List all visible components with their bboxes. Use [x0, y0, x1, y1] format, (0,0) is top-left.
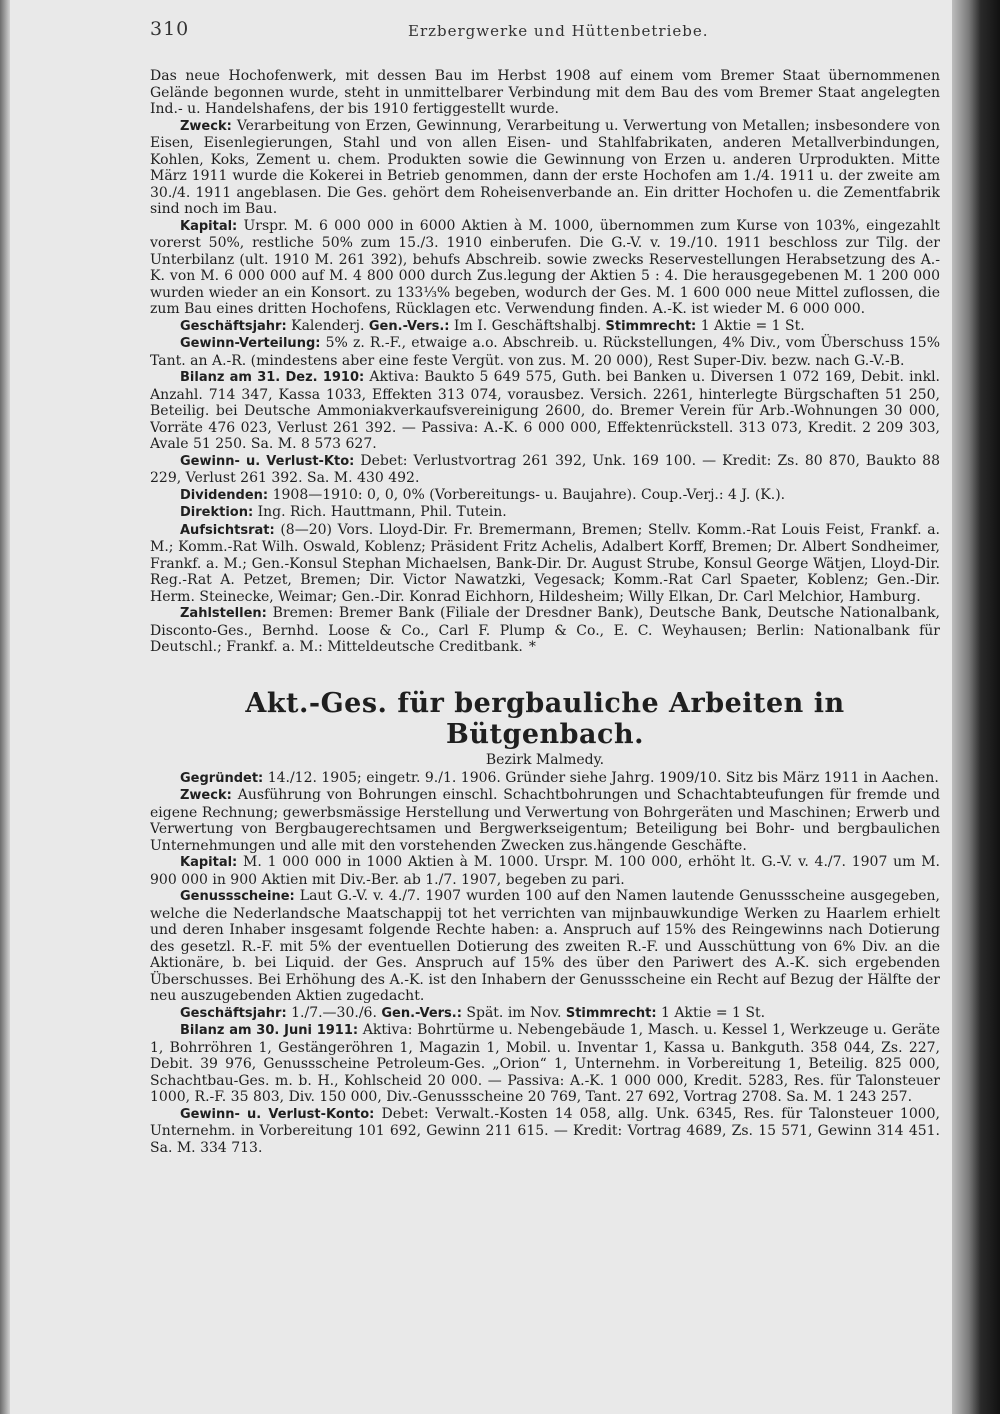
stimmrecht2-label: Stimmrecht:	[565, 1005, 657, 1021]
geschaeftsjahr-label: Geschäftsjahr:	[180, 318, 287, 334]
bilanz2-label: Bilanz am 30. Juni 1911:	[180, 1023, 359, 1038]
bilanz-paragraph	[150, 369, 940, 453]
genussscheine-text: Laut G.-V. v. 4./7. 1907 wurden 100 auf den Namen lautende Genussscheine ausgegeben, welche die Nederlandsche Maatschappij tot het verrichten van mijnbauwkundige Werken zu Haarlem erhielt und deren Inhaber insgesamt folgende Rechte haben: a. Anspruch auf 15% des Reingewinns nach Dotierung des gesetzl. R.-F. mit 5% der eventuellen Dotierung des zweiten R.-F. und Ausschüttung von 6% Div. an die Aktionäre, b. bei Liquid. der Ges. Anspruch auf 15% des über den Pariwert des A.-K. sich ergebenden Überschusses. Bei Erhöhung des A.-K. ist den Inhabern der Genussscheine ein Recht auf Bezug der Hälfte der neu auszugebenden Aktien zugedacht.	[150, 888, 940, 1004]
kapital2-text: M. 1 000 000 in 1000 Aktien à M. 1000. Urspr. M. 100 000, erhöht lt. G.-V. v. 4./7. 1907 um M. 900 000 in 900 Aktien mit Div.-Ber. ab 1./7. 1907, begeben zu pari.	[150, 854, 940, 888]
geschaeftsjahr-paragraph	[150, 318, 940, 336]
zahlstellen-text: Bremen: Bremer Bank (Filiale der Dresdner Bank), Deutsche Bank, Deutsche Nationalbank, Disconto-Ges., Bernhd. Loose & Co., Carl F. Plump & Co., E. C. Weyhausen; Berlin: Nationalbank für Deutschl.; Frankf. a. M.: Mitteldeutsche Creditbank.	[150, 605, 940, 655]
guv-paragraph	[150, 453, 940, 487]
direktion-label: Direktion:	[180, 505, 254, 520]
gewinnverteilung-text: 5% z. R.-F., etwaige a.o. Abschreib. u. Rückstellungen, 4% Div., vom Überschuss 15% Tant. an A.-R. (mindestens aber eine feste Vergüt. von zus. M. 20 000), Rest Super-Div. bezw. nach G.-V.-B.	[150, 335, 940, 369]
kapital-label: Kapital:	[180, 218, 238, 234]
guv-label: Gewinn- u. Verlust-Kto:	[180, 453, 355, 469]
genussscheine-label: Genussscheine:	[180, 889, 295, 904]
stimmrecht2-text: 1 Aktie = 1 St.	[656, 1004, 766, 1021]
genvers2-label: Gen.-Vers.:	[381, 1005, 462, 1021]
document-page	[150, 18, 940, 1398]
zweck2-label: Zweck:	[180, 788, 232, 803]
stimmrecht-text: 1 Aktie = 1 St.	[696, 317, 805, 334]
guv-text: Debet: Verlustvortrag 261 392, Unk. 169 100. — Kredit: Zs. 80 870, Baukto 88 229, Verlust 261 392. Sa. M. 430 492.	[150, 452, 940, 486]
zahlstellen-label: Zahlstellen:	[180, 606, 267, 621]
page-number: 310	[150, 18, 190, 40]
company-district: Bezirk Malmedy.	[485, 751, 605, 768]
geschaeftsjahr2-paragraph	[150, 1005, 940, 1023]
intro-paragraph	[150, 68, 940, 118]
direktion-paragraph	[150, 504, 940, 522]
geschaeftsjahr2-label: Geschäftsjahr:	[180, 1005, 287, 1021]
gegruendet-label: Gegründet:	[180, 770, 264, 786]
aufsichtsrat-paragraph	[150, 522, 940, 606]
scan-edge-right	[952, 0, 1000, 1414]
genvers-label: Gen.-Vers.:	[368, 318, 450, 334]
dividenden-text: 1908—1910: 0, 0, 0% (Vorbereitungs- u. Baujahre). Coup.-Verj.: 4 J. (K.).	[268, 486, 786, 503]
company-entry-1	[150, 68, 940, 656]
gegruendet-text: 14./12. 1905; eingetr. 9./1. 1906. Gründer siehe Jahrg. 1909/10. Sitz bis März 1911 in Aachen.	[263, 769, 939, 786]
dividenden-paragraph	[150, 487, 940, 505]
kapital-paragraph	[150, 218, 940, 318]
scan-edge-left	[0, 0, 10, 1414]
aufsichtsrat-label: Aufsichtsrat:	[180, 522, 275, 538]
gegruendet-paragraph	[150, 770, 940, 788]
company-title: Akt.-Ges. für bergbauliche Arbeiten in Bütgenbach.	[245, 687, 845, 750]
gewinnverteilung-label: Gewinn-Verteilung:	[180, 336, 321, 351]
kapital2-paragraph	[150, 854, 940, 888]
direktion-text: Ing. Rich. Hauttmann, Phil. Tutein.	[253, 504, 507, 520]
geschaeftsjahr2-text: 1./7.—30./6.	[286, 1004, 382, 1021]
zweck2-paragraph	[150, 787, 940, 854]
stimmrecht-label: Stimmrecht:	[605, 318, 697, 334]
bilanz2-paragraph	[150, 1022, 940, 1106]
guv2-text: Debet: Verwalt.-Kosten 14 058, allg. Unk. 6345, Res. für Talonsteuer 1000, Unternehm. in Vorbereitung 101 692, Gewinn 211 615. — Kredit: Vortrag 4689, Zs. 15 571, Gewinn 314 451. Sa. M. 334 713.	[150, 1105, 940, 1156]
page-header	[150, 18, 940, 54]
gewinnverteilung-paragraph	[150, 335, 940, 369]
guv2-paragraph	[150, 1106, 940, 1157]
zweck2-text: Ausführung von Bohrungen einschl. Schachtbohrungen und Schachtabteufungen für fremde und eigene Rechnung; gewerbsmässige Herstellung und Verwertung von Bohrgeräten und Maschinen; Erwerb und Verwertung von Bergbaugerechtsamen und Bergwerkseigentum; Beteiligung bei Bohr- und bergbaulichen Unternehmungen und alle mit den vorstehenden Zwecken zus.hängende Geschäfte.	[150, 787, 940, 854]
genussscheine-paragraph	[150, 888, 940, 1005]
bilanz2-text: Aktiva: Bohrtürme u. Nebengebäude 1, Masch. u. Kessel 1, Werkzeuge u. Geräte 1, Bohrröhren 1, Gestängeröhren 1, Magazin 1, Mobil. u. Inventar 1, Kassa u. Bankguth. 358 044, Zs. 227, Debit. 39 976, Genussscheine Petroleum-Ges. „Orion“ 1, Unternehm. in Vorbereitung 1, Beteilig. 825 000, Schachtbau-Ges. m. b. H., Kohlscheid 20 000. — Passiva: A.-K. 1 000 000, Kredit. 5283, Res. für Talonsteuer 1000, R.-F. 35 803, Div. 150 000, Div.-Genussscheine 20 769, Tant. 27 692, Vortrag 2708. Sa. M. 1 243 257.	[150, 1022, 940, 1105]
kapital-text: Urspr. M. 6 000 000 in 6000 Aktien à M. 1000, übernommen zum Kurse von 103%, eingezahlt vorerst 50%, restliche 50% zum 15./3. 1910 einberufen. Die G.-V. v. 19./10. 1911 beschloss zur Tilg. der Unterbilanz (ult. 1910 M. 261 392), behufs Abschreib. sowie zwecks Reservestellungen Herabsetzung des A.-K. von M. 6 000 000 auf M. 4 800 000 durch Zus.legung der Aktien 5 : 4. Die herausgegebenen M. 1 200 000 wurden wieder an ein Konsort. zu 133⅓% begeben, wodurch der Ges. M. 1 600 000 neue Mittel zuflossen, die zum Bau eines dritten Hochofens, Rücklagen etc. Verwendung finden. A.-K. ist wieder M. 6 000 000.	[150, 217, 940, 317]
genvers-text: Im I. Geschäftshalbj.	[449, 317, 606, 334]
zweck-paragraph	[150, 118, 940, 218]
end-mark: *	[528, 639, 536, 655]
geschaeftsjahr-text: Kalenderj.	[286, 317, 369, 334]
company-entry-2	[150, 688, 940, 1157]
zweck-label: Zweck:	[180, 118, 232, 134]
bilanz-text: Aktiva: Baukto 5 649 575, Guth. bei Banken u. Diversen 1 072 169, Debit. inkl. Anzahl. 714 347, Kassa 1033, Effekten 313 074, vorausbez. Versich. 2261, hinterlegte Bürgschaften 51 250, Beteilig. bei Deutsche Ammoniakverkaufsvereinigung 2600, do. Bremer Verein für Arb.-Wohnungen 30 000, Vorräte 476 023, Verlust 261 392. — Passiva: A.-K. 6 000 000, Effektenrückstell. 313 073, Kredit. 2 209 303, Avale 51 250. Sa. M. 8 573 627.	[150, 369, 940, 452]
zahlstellen-paragraph	[150, 605, 940, 656]
guv2-label: Gewinn- u. Verlust-Konto:	[180, 1106, 375, 1122]
kapital2-label: Kapital:	[180, 855, 238, 870]
zweck-text: Verarbeitung von Erzen, Gewinnung, Verarbeitung u. Verwertung von Metallen; insbesondere von Eisen, Eisenlegierungen, Stahl und von allen Eisen- und Stahlfabrikaten, anderen Metallverbindungen, Kohlen, Koks, Zement u. chem. Produkten sowie die Gewinnung von Erzen u. anderen Urprodukten. Mitte März 1911 wurde die Kokerei in Betrieb genommen, dann der erste Hochofen am 1./4. 1911 u. der zweite am 30./4. 1911 angeblasen. Die Ges. gehört dem Roheisenverbande an. Ein dritter Hochofen u. die Zementfabrik sind noch im Bau.	[150, 117, 940, 217]
running-head: Erzbergwerke und Hüttenbetriebe.	[408, 22, 709, 40]
dividenden-label: Dividenden:	[180, 487, 269, 503]
aufsichtsrat-text: (8—20) Vors. Lloyd-Dir. Fr. Bremermann, Bremen; Stellv. Komm.-Rat Louis Feist, Frankf. a. M.; Komm.-Rat Wilh. Oswald, Koblenz; Präsident Fritz Achelis, Adalbert Korff, Bremen; Dr. Albert Sondheimer, Frankf. a. M.; Gen.-Konsul Stephan Michaelsen, Bank-Dir. Dr. August Strube, Konsul George Wätjen, Lloyd-Dir. Reg.-Rat A. Petzet, Bremen; Dir. Victor Nawatzki, Vegesack; Komm.-Rat Carl Spaeter, Koblenz; Gen.-Dir. Herm. Steinecke, Weimar; Gen.-Dir. Konrad Eichhorn, Hildesheim; Willy Elkan, Dr. Carl Melchior, Hamburg.	[150, 521, 940, 605]
bilanz-label: Bilanz am 31. Dez. 1910:	[180, 370, 365, 385]
intro-text: Das neue Hochofenwerk, mit dessen Bau im Herbst 1908 auf einem vom Bremer Staat übernommenen Gelände begonnen wurde, steht in unmittelbarer Verbindung mit dem Bau des vom Bremer Staat angelegten Ind.- u. Handelshafens, der bis 1910 fertiggestellt wurde.	[150, 68, 940, 117]
genvers2-text: Spät. im Nov.	[461, 1004, 566, 1021]
